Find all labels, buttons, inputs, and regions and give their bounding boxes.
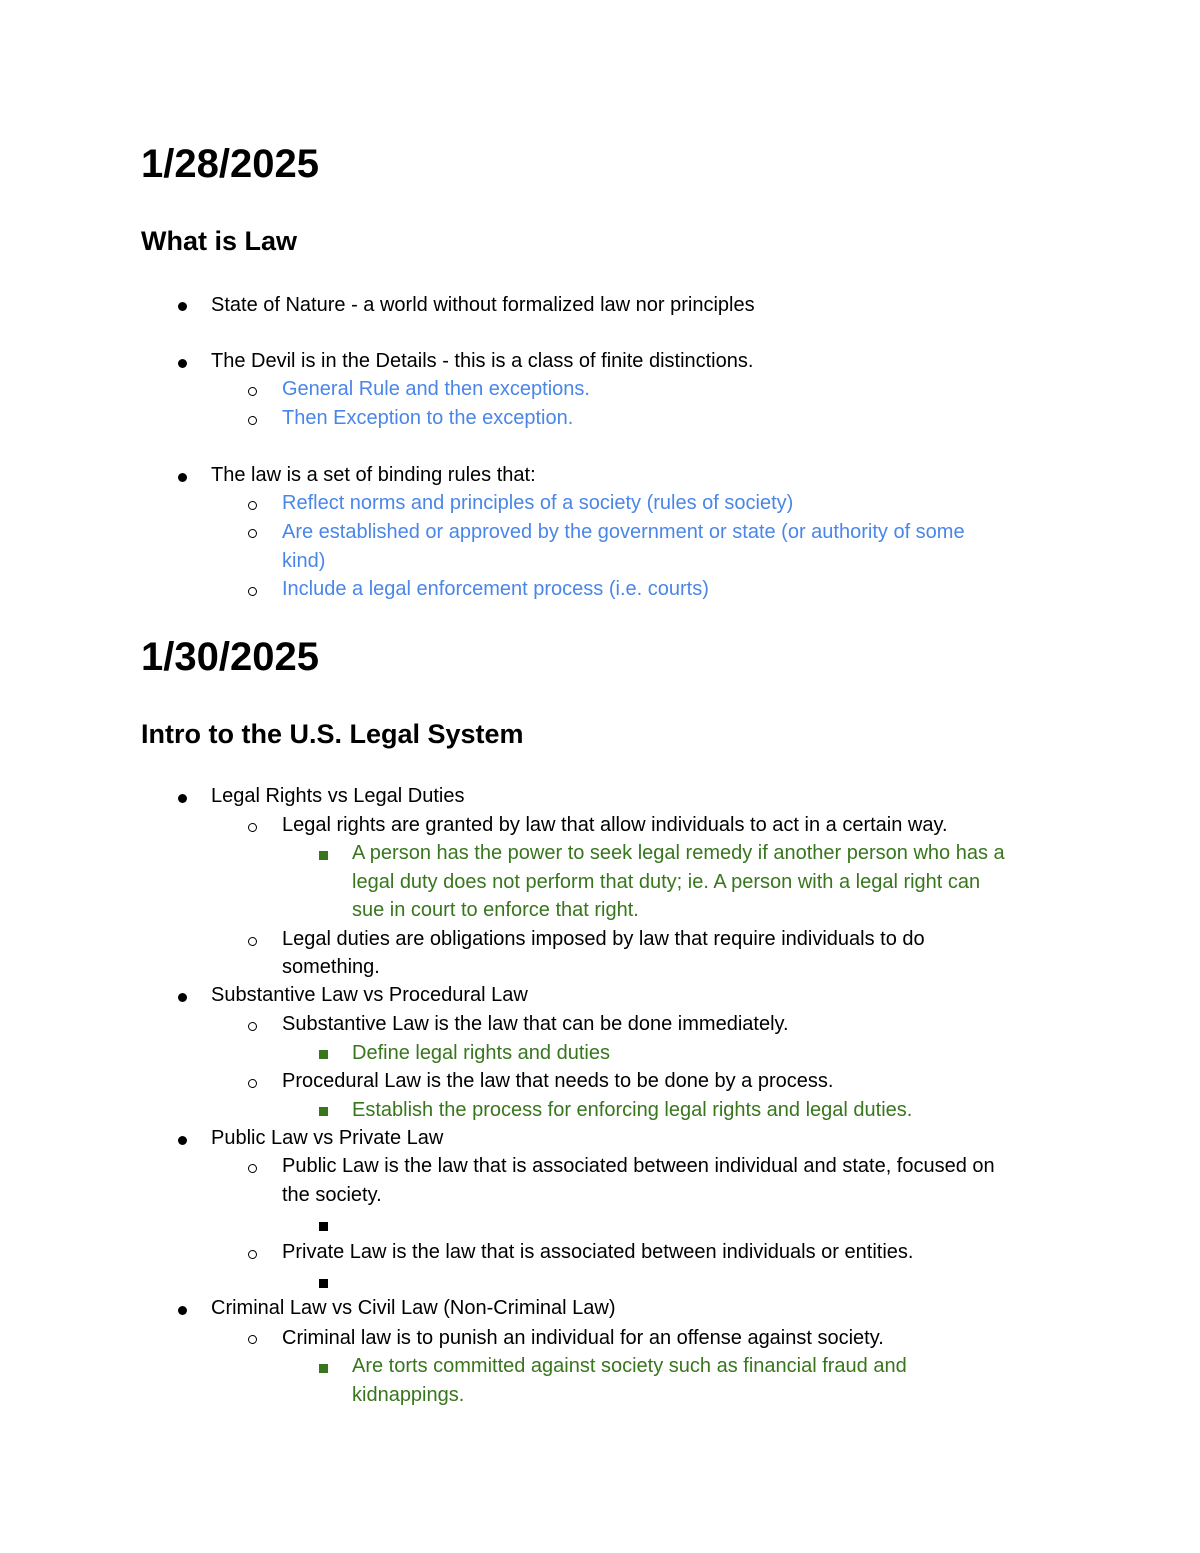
list-item: Criminal law is to punish an individual for an offense against society. xyxy=(282,1327,884,1349)
bullet-circle-icon xyxy=(248,1079,257,1088)
list-item: Criminal Law vs Civil Law (Non-Criminal Law) xyxy=(211,1297,616,1319)
bullet-circle-icon xyxy=(248,587,257,596)
list-item: Legal duties are obligations imposed by law that require individuals to do xyxy=(282,928,925,950)
bullet-circle-icon xyxy=(248,823,257,832)
bullet-circle-icon xyxy=(248,1164,257,1173)
section-heading: Intro to the U.S. Legal System xyxy=(141,719,524,749)
bullet-circle-icon xyxy=(248,387,257,396)
bullet-circle-icon xyxy=(248,1022,257,1031)
list-item: Private Law is the law that is associated between individuals or entities. xyxy=(282,1241,914,1263)
bullet-square-icon xyxy=(319,1364,328,1373)
list-item: Are torts committed against society such as financial fraud and xyxy=(352,1355,907,1377)
bullet-disc-icon xyxy=(178,794,187,803)
bullet-circle-icon xyxy=(248,501,257,510)
list-item: Substantive Law vs Procedural Law xyxy=(211,984,528,1006)
list-item: General Rule and then exceptions. xyxy=(282,378,590,400)
bullet-disc-icon xyxy=(178,302,187,311)
bullet-circle-icon xyxy=(248,1335,257,1344)
list-item: Establish the process for enforcing legal rights and legal duties. xyxy=(352,1099,913,1121)
list-item-continuation: kidnappings. xyxy=(352,1384,465,1406)
bullet-disc-icon xyxy=(178,1306,187,1315)
list-item: Include a legal enforcement process (i.e. courts) xyxy=(282,578,709,600)
list-item-continuation: legal duty does not perform that duty; ie. A person with a legal right can xyxy=(352,871,981,893)
list-item: A person has the power to seek legal remedy if another person who has a xyxy=(352,842,1005,864)
date-heading: 1/30/2025 xyxy=(141,635,319,679)
list-item: The Devil is in the Details - this is a class of finite distinctions. xyxy=(211,350,754,372)
bullet-square-icon xyxy=(319,1050,328,1059)
bullet-square-icon xyxy=(319,1222,328,1231)
bullet-square-icon xyxy=(319,1279,328,1288)
list-item: Procedural Law is the law that needs to be done by a process. xyxy=(282,1070,834,1092)
list-item-continuation: the society. xyxy=(282,1184,382,1206)
list-item: Reflect norms and principles of a society (rules of society) xyxy=(282,492,794,514)
bullet-circle-icon xyxy=(248,416,257,425)
list-item: Are established or approved by the government or state (or authority of some xyxy=(282,521,965,543)
bullet-disc-icon xyxy=(178,359,187,368)
bullet-disc-icon xyxy=(178,473,187,482)
list-item: State of Nature - a world without formalized law nor principles xyxy=(211,294,755,316)
date-heading: 1/28/2025 xyxy=(141,142,319,186)
bullet-square-icon xyxy=(319,1107,328,1116)
list-item: Legal rights are granted by law that allow individuals to act in a certain way. xyxy=(282,814,948,836)
bullet-disc-icon xyxy=(178,1136,187,1145)
list-item-continuation: something. xyxy=(282,956,380,978)
list-item: Public Law is the law that is associated between individual and state, focused on xyxy=(282,1155,995,1177)
list-item: Then Exception to the exception. xyxy=(282,407,574,429)
list-item: The law is a set of binding rules that: xyxy=(211,464,536,486)
list-item-continuation: sue in court to enforce that right. xyxy=(352,899,639,921)
bullet-circle-icon xyxy=(248,1250,257,1259)
section-heading: What is Law xyxy=(141,226,298,256)
bullet-square-icon xyxy=(319,851,328,860)
bullet-disc-icon xyxy=(178,993,187,1002)
list-item: Substantive Law is the law that can be done immediately. xyxy=(282,1013,789,1035)
list-item: Public Law vs Private Law xyxy=(211,1127,444,1149)
list-item: Legal Rights vs Legal Duties xyxy=(211,785,465,807)
bullet-circle-icon xyxy=(248,937,257,946)
list-item: Define legal rights and duties xyxy=(352,1042,610,1064)
bullet-circle-icon xyxy=(248,529,257,538)
list-item-continuation: kind) xyxy=(282,550,326,572)
